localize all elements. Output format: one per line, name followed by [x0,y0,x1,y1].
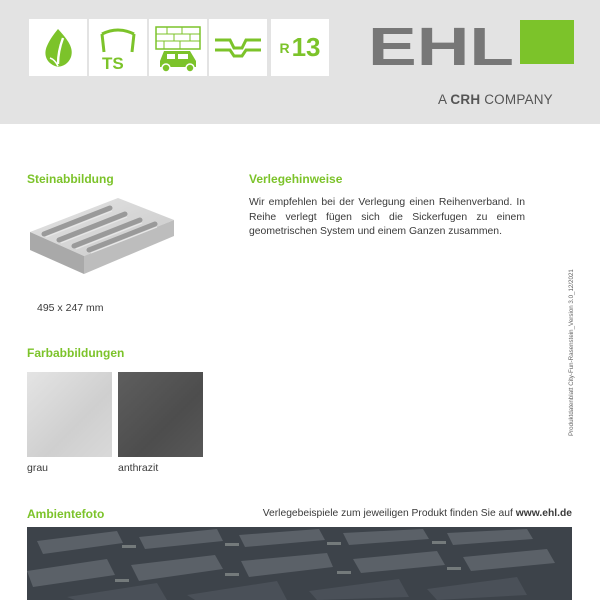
swatch-anthrazit [118,372,203,457]
logo-subtitle-brand: CRH [450,92,481,107]
logo-subtitle [438,92,578,107]
ambient-photo [27,527,572,600]
car-parking-icon [149,19,207,76]
r13-icon-number: 13 [291,32,321,62]
laying-text: Wir empfehlen bei der Verlegung einen Reihenverband. In Reihe verlegt fügen sich die Sickerfugen zu einem geometrischen System und einem Ganzen zusammen. [249,197,525,238]
ambient-note [263,508,572,519]
ehl-logo-square [520,20,574,64]
leaf-icon [29,19,87,76]
ts-icon-label: TS [102,53,124,73]
stone-image [24,190,179,298]
swatch-label-grau: grau [27,462,49,474]
laying-section-title: Verlegehinweise [249,172,343,186]
paver-cross-section-icon [209,19,267,76]
r13-icon-prefix: R [279,39,290,56]
ehl-logo-letters [368,20,574,70]
ambient-note-text: Verlegebeispiele zum jeweiligen Produkt finden Sie auf [262,508,516,519]
colors-section-title: Farbabbildungen [27,346,125,360]
stone-section-title: Steinabbildung [27,172,114,186]
ts-icon [89,19,147,76]
ambient-section-title: Ambientefoto [27,507,105,521]
ehl-logo [368,20,574,107]
document-version-note: Produktdatenblatt City-Fun-Rasenstein_Version 3.0_12/2021 [568,269,575,436]
ehl-website-link[interactable]: www.ehl.de [515,508,572,519]
swatch-label-anthrazit: anthrazit [118,462,159,474]
stone-dimensions: 495 x 247 mm [37,302,104,314]
logo-subtitle-suffix: COMPANY [480,92,553,107]
logo-subtitle-prefix: A [438,92,451,107]
swatch-grau [27,372,112,457]
r13-icon [271,19,329,76]
ehl-logo-text: EHL [368,20,514,70]
page-header [0,0,600,124]
